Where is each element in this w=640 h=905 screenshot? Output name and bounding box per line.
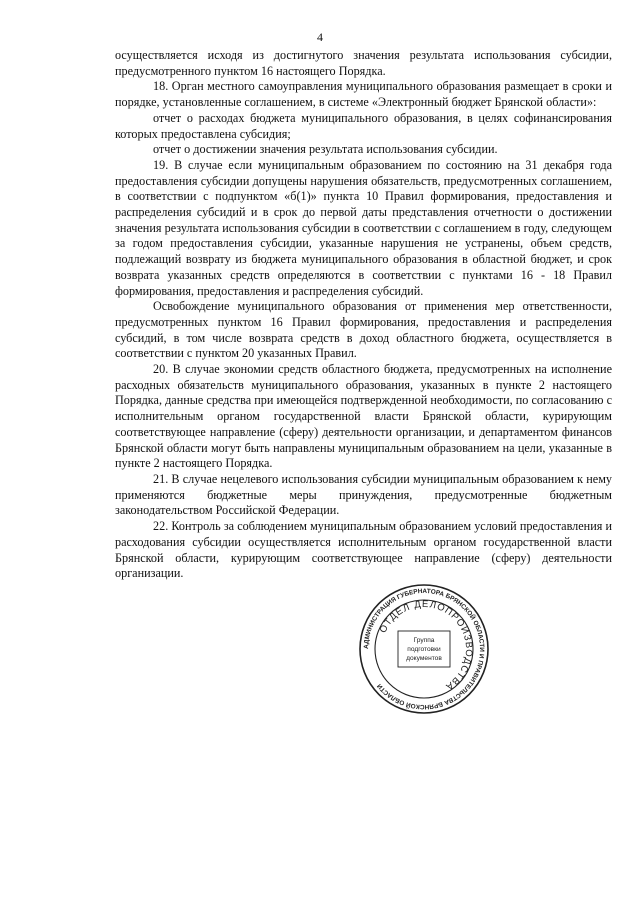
page-number: 4 — [317, 30, 323, 44]
stamp-middle-text: ОТДЕЛ ДЕЛОПРОИЗВОДСТВА — [377, 598, 475, 693]
stamp-center-line-2: подготовки — [407, 646, 441, 653]
paragraph: осуществляется исходя из достигнутого значения результата использования субсидии, предусмотренного пунктом 16 настоящего Порядка. — [115, 48, 612, 78]
paragraph: отчет о расходах бюджета муниципального образования, в целях софинансирования которых предоставлена субсидия; — [115, 110, 612, 141]
paragraph: 20. В случае экономии средств областного бюджета, предусмотренных на исполнение расходных обязательств муниципального образования, указанных в пункте 2 настоящего Порядка, данные средства при имеющейся подтвержденной необходимости, по согласованию с исполнительным органом государственной власти Брянской области, курирующим соответствующее направление (сферу) деятельности организации, и департаментом финансов Брянской области могут быть направлены муниципальным образованием на цели, указанные в пункте 2 настоящего Порядка. — [115, 362, 612, 471]
official-stamp — [358, 583, 490, 715]
paragraph: 19. В случае если муниципальным образованием по состоянию на 31 декабря года предоставления субсидии допущены нарушения обязательств, предусмотренных соглашением, в соответствии с подпунктом «б(1)» пункта 10 Правил формирования, предоставления и распределения субсидий и в срок до первой даты представления отчетности о достижении значения результата использования субсидии в соответствии с соглашением в году, следующем за годом предоставления субсидии, указанные нарушения не устранены, объем средств, подлежащий возврату из бюджета муниципального образования в областной бюджет, и срок возврата указанных средств определяются в соответствии с пунктами 16 - 18 Правил формирования, предоставления и распределения субсидий. — [115, 157, 612, 298]
stamp-center-line-3: документов — [406, 655, 442, 662]
paragraph: 21. В случае нецелевого использования субсидии муниципальным образованием к нему применяются бюджетные меры принуждения, предусмотренные бюджетным законодательством Российской Федерации. — [115, 471, 612, 518]
stamp-center-line-1: Группа — [413, 637, 435, 644]
paragraph: 22. Контроль за соблюдением муниципальным образованием условий предоставления и расходования субсидии осуществляется исполнительным органом государственной власти Брянской области, курирующим соответствующее направление (сферу) деятельности организации. — [115, 519, 612, 581]
paragraph: отчет о достижении значения результата использования субсидии. — [153, 142, 498, 157]
document-body — [115, 48, 612, 582]
paragraph: 18. Орган местного самоуправления муниципального образования размещает в сроки и порядке, установленные соглашением, в системе «Электронный бюджет Брянской области»: — [115, 79, 612, 110]
paragraph: Освобождение муниципального образования от применения мер ответственности, предусмотренных пунктом 16 Правил формирования, предоставления и распределения субсидий, в том числе возврата средств в доход областного бюджета, осуществляется в соответствии с пунктом 20 указанных Правил. — [115, 299, 612, 361]
stamp-outer-text: АДМИНИСТРАЦИЯ ГУБЕРНАТОРА БРЯНСКОЙ ОБЛАСТИ И ПРАВИТЕЛЬСТВА БРЯНСКОЙ ОБЛАСТИ — [362, 587, 486, 711]
